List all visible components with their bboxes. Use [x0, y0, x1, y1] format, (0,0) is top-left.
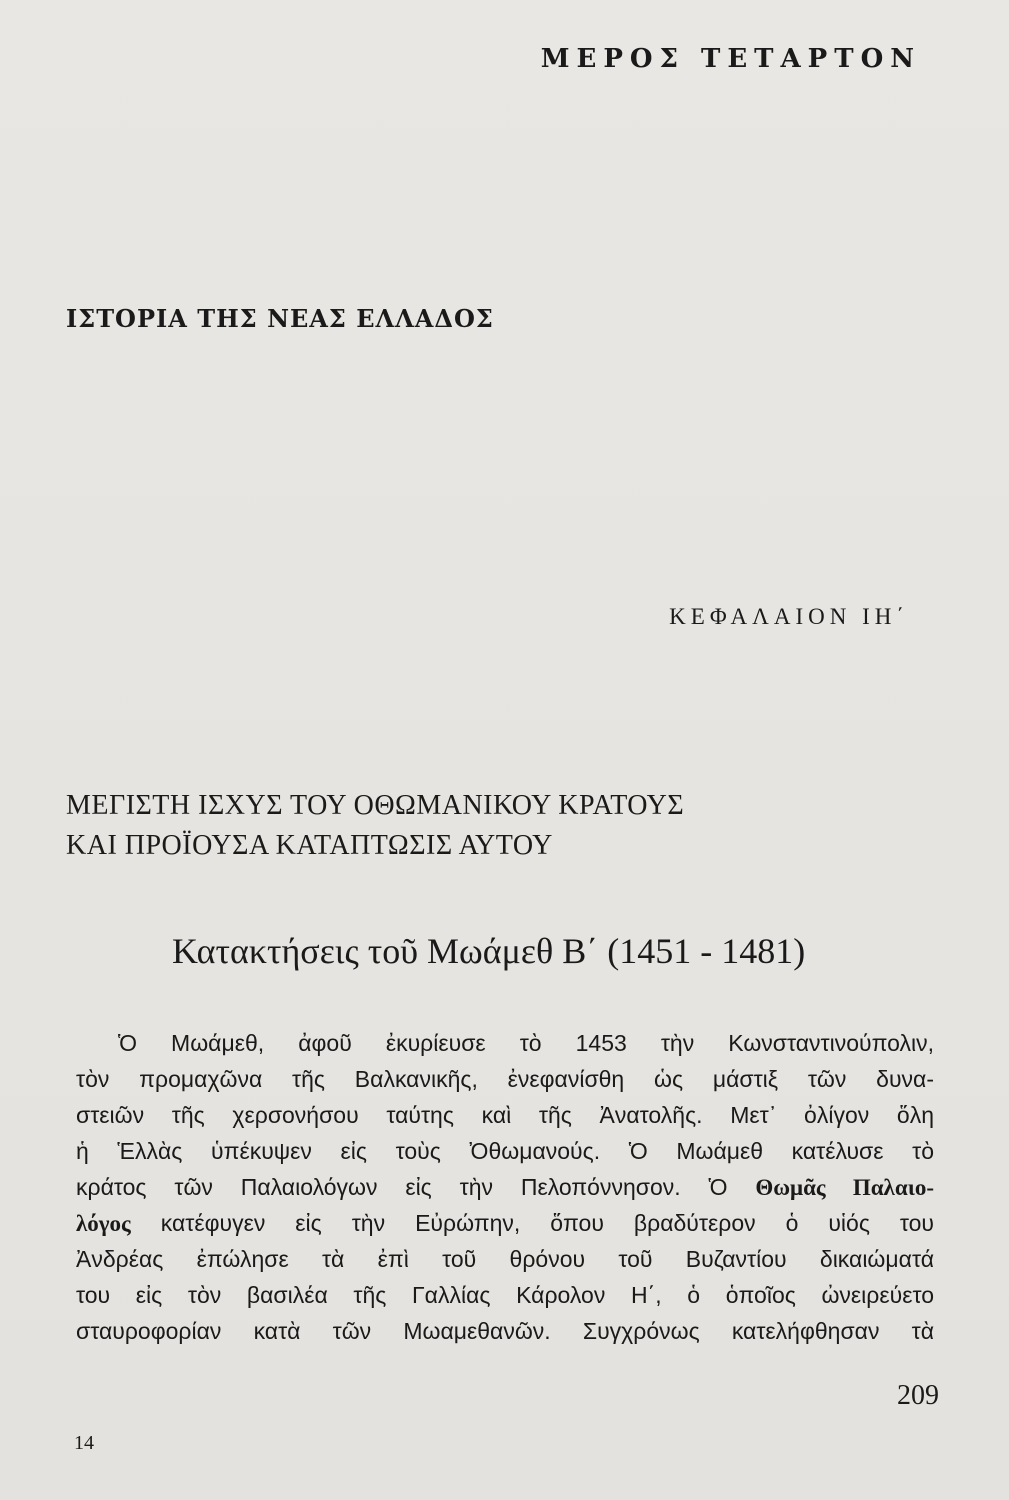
- part-title: ΜΕΡΟΣ ΤΕΤΑΡΤΟΝ: [540, 44, 921, 74]
- body-line-6-text: κατέφυγεν εἰς τὴν Εὐρώπην, ὅπου βραδύτερον ὁ υἱός του: [130, 1210, 934, 1236]
- body-line-6: [76, 1208, 934, 1239]
- section-title: Κατακτήσεις τοῦ Μωάμεθ Β΄ (1451 - 1481): [172, 931, 806, 971]
- signature-mark: 14: [74, 1432, 94, 1454]
- body-line-1: Ὁ Μωάμεθ, ἀφοῦ ἐκυρίευσε τὸ 1453 τὴν Κωνσταντινούπολιν,: [118, 1030, 934, 1056]
- body-line-9: σταυροφορίαν κατὰ τῶν Μωαμεθανῶν. Συγχρόνως κατελήφθησαν τὰ: [76, 1318, 934, 1344]
- body-line-3: στειῶν τῆς χερσονήσου ταύτης καὶ τῆς Ἀνατολῆς. Μετ᾽ ὀλίγον ὅλη: [76, 1102, 934, 1128]
- book-title: ΙΣΤΟΡΙΑ ΤΗΣ ΝΕΑΣ ΕΛΛΑΔΟΣ: [66, 304, 494, 333]
- chapter-label: ΚΕΦΑΛΑΙΟΝ ΙΗ΄: [669, 604, 909, 629]
- body-line-5-text: κράτος τῶν Παλαιολόγων εἰς τὴν Πελοπόννησον. Ὁ: [76, 1174, 756, 1200]
- body-line-2: τὸν προμαχῶνα τῆς Βαλκανικῆς, ἐνεφανίσθη ὡς μάστιξ τῶν δυνα-: [76, 1066, 934, 1092]
- body-line-5: [76, 1172, 934, 1203]
- bold-name-thomas: Θωμᾶς Παλαιο-: [755, 1175, 934, 1200]
- body-line-8: του εἰς τὸν βασιλέα τῆς Γαλλίας Κάρολον Η΄, ὁ ὁποῖος ὠνειρεύετο: [76, 1282, 934, 1308]
- chapter-title-line-1: ΜΕΓΙΣΤΗ ΙΣΧΥΣ ΤΟΥ ΟΘΩΜΑΝΙΚΟΥ ΚΡΑΤΟΥΣ: [66, 790, 685, 821]
- page-number: 209: [897, 1380, 939, 1411]
- body-line-4: ἡ Ἑλλὰς ὑπέκυψεν εἰς τοὺς Ὀθωμανούς. Ὁ Μωάμεθ κατέλυσε τὸ: [76, 1138, 934, 1164]
- body-line-7: Ἀνδρέας ἐπώλησε τὰ ἐπὶ τοῦ θρόνου τοῦ Βυζαντίου δικαιώματά: [76, 1246, 934, 1272]
- bold-name-logos: λόγος: [76, 1211, 131, 1236]
- chapter-title-line-2: ΚΑΙ ΠΡΟΪΟΥΣΑ ΚΑΤΑΠΤΩΣΙΣ ΑΥΤΟΥ: [66, 830, 553, 861]
